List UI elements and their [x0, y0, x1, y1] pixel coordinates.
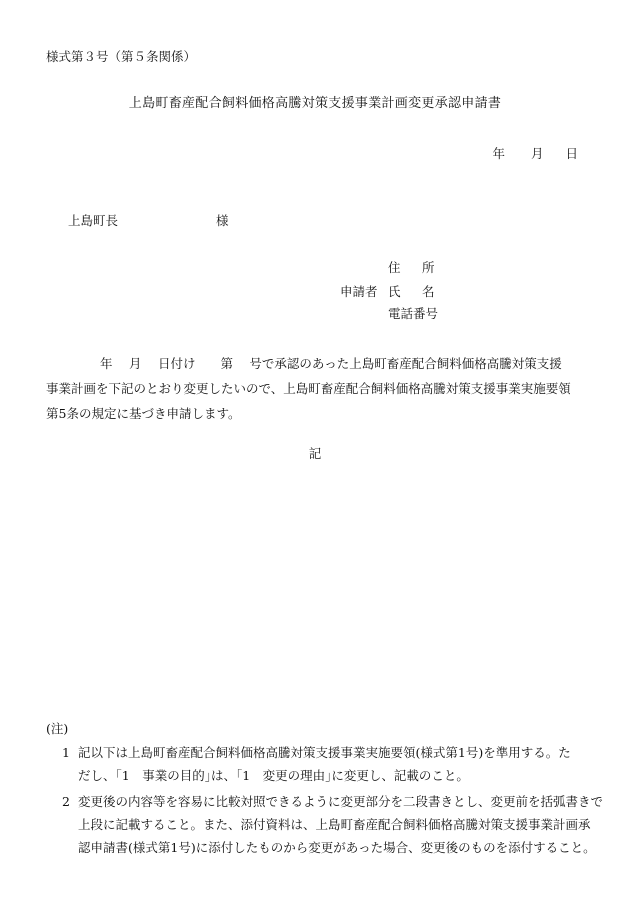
note-2-line-1-text: 変更後の内容等を容易に比較対照できるように変更部分を二段書きとし、変更前を括弧書きで	[78, 794, 604, 809]
date-line	[492, 146, 578, 162]
body-line-2: 事業計画を下記のとおり変更したいので、上島町畜産配合飼料価格高騰対策支援事業実施要領	[46, 381, 571, 396]
note-2-number: 2	[62, 794, 70, 809]
date-month: 月	[530, 146, 544, 161]
note-item-1	[62, 741, 592, 787]
address-label-char-2: 所	[422, 260, 435, 275]
applicant-name-label	[388, 284, 435, 300]
note-2-line-2: 上段に記載すること。また、添付資料は、上島町畜産配合飼料価格高騰対策支援事業計画承	[78, 817, 591, 832]
notes-heading: (注)	[46, 721, 69, 736]
document-title: 上島町畜産配合飼料価格高騰対策支援事業計画変更承認申請書	[128, 96, 502, 111]
applicant-address-label	[388, 260, 435, 276]
note-1-number: 1	[62, 745, 70, 760]
date-year: 年	[492, 146, 505, 161]
name-label-char-2: 名	[422, 284, 435, 299]
note-2-line-1	[62, 790, 604, 813]
note-item-2	[62, 790, 604, 859]
recipient-name: 上島町長	[68, 213, 119, 228]
application-body	[46, 351, 586, 426]
note-1-line-2: だし、｢1 事業の目的｣は、｢1 変更の理由｣に変更し、記載のこと。	[78, 768, 469, 783]
form-number: 様式第３号（第５条関係）	[46, 49, 197, 64]
applicant-phone-label: 電話番号	[388, 306, 439, 321]
name-label-char-1: 氏	[388, 284, 401, 299]
note-2-line-3: 認申請書(様式第1号)に添付したものから変更があった場合、変更後のものを添付すること。	[78, 840, 596, 855]
note-1-line-1-text: 記以下は上島町畜産配合飼料価格高騰対策支援事業実施要領(様式第1号)を準用する。た	[78, 745, 571, 760]
body-line-1	[46, 351, 586, 376]
body-line-1-text: 年 月 日付け 第 号で承認のあった上島町畜産配合飼料価格高騰対策支援	[100, 356, 562, 371]
body-line-3: 第5条の規定に基づき申請します。	[46, 406, 241, 421]
recipient-honorific: 様	[216, 213, 229, 228]
note-1-line-1	[62, 741, 592, 764]
applicant-label: 申請者	[340, 284, 378, 299]
ki-heading: 記	[308, 446, 322, 461]
recipient	[68, 213, 229, 229]
address-label-char-1: 住	[388, 260, 401, 275]
date-day: 日	[565, 146, 578, 161]
